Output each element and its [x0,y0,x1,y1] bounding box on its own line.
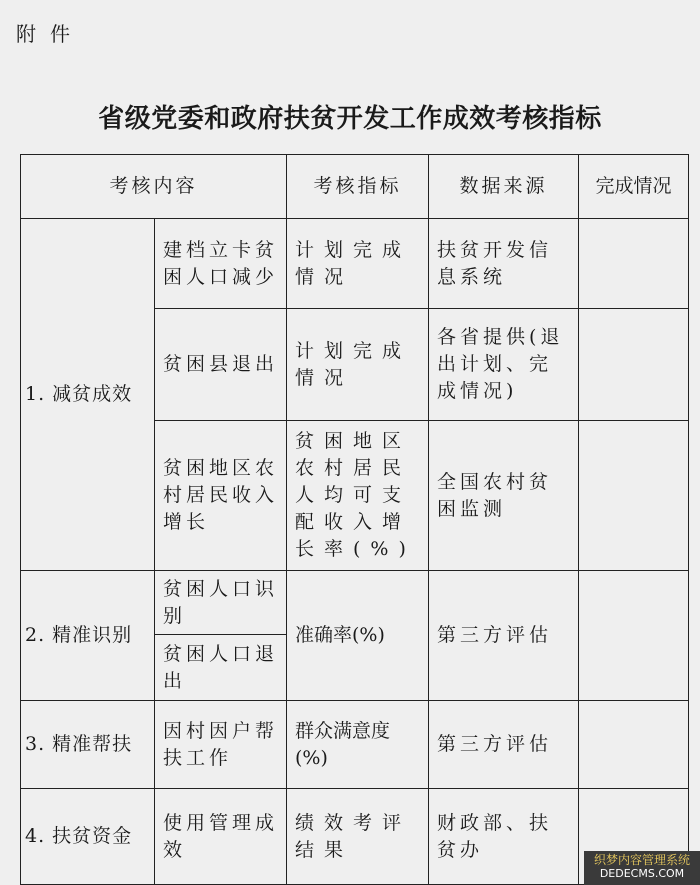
indicator-cell: 计划完成情况 [287,219,429,309]
category-cell: 3. 精准帮扶 [21,701,155,789]
source-cell: 第三方评估 [429,571,579,701]
indicator-cell: 群众满意度(%) [287,701,429,789]
watermark-line-2: DEDECMS.COM [599,867,685,880]
content-cell: 使用管理成效 [155,789,287,885]
content-cell: 贫困地区农村居民收入增长 [155,421,287,571]
table-header-row [21,155,689,219]
document-title: 省级党委和政府扶贫开发工作成效考核指标 [98,104,602,134]
content-cell: 贫困县退出 [155,309,287,421]
category-cell: 4. 扶贫资金 [21,789,155,885]
status-cell [579,219,689,309]
assessment-table [20,154,689,885]
col-header-status: 完成情况 [579,155,689,219]
status-cell [579,571,689,701]
indicator-cell: 贫困地区农村居民人均可支配收入增长率(%) [287,421,429,571]
source-cell: 第三方评估 [429,701,579,789]
table-row [21,701,689,789]
category-cell: 2. 精准识别 [21,571,155,701]
watermark-line-1: 织梦内容管理系统 [593,853,690,867]
source-cell: 扶贫开发信息系统 [429,219,579,309]
source-cell: 各省提供(退出计划、完成情况) [429,309,579,421]
content-cell: 贫困人口退出 [155,635,287,701]
indicator-cell: 计划完成情况 [287,309,429,421]
col-header-indicator: 考核指标 [287,155,429,219]
status-cell [579,701,689,789]
col-header-content: 考核内容 [21,155,287,219]
indicator-cell: 准确率(%) [287,571,429,701]
content-cell: 因村因户帮扶工作 [155,701,287,789]
source-cell: 财政部、扶贫办 [429,789,579,885]
table-row [21,219,689,309]
site-watermark [584,851,700,885]
content-cell: 贫困人口识别 [155,571,287,635]
status-cell [579,421,689,571]
content-cell: 建档立卡贫困人口减少 [155,219,287,309]
category-cell: 1. 减贫成效 [21,219,155,571]
source-cell: 全国农村贫困监测 [429,421,579,571]
indicator-cell: 绩效考评结果 [287,789,429,885]
attachment-label: 附件 [16,22,84,46]
col-header-source: 数据来源 [429,155,579,219]
table-row [21,571,689,635]
status-cell [579,309,689,421]
